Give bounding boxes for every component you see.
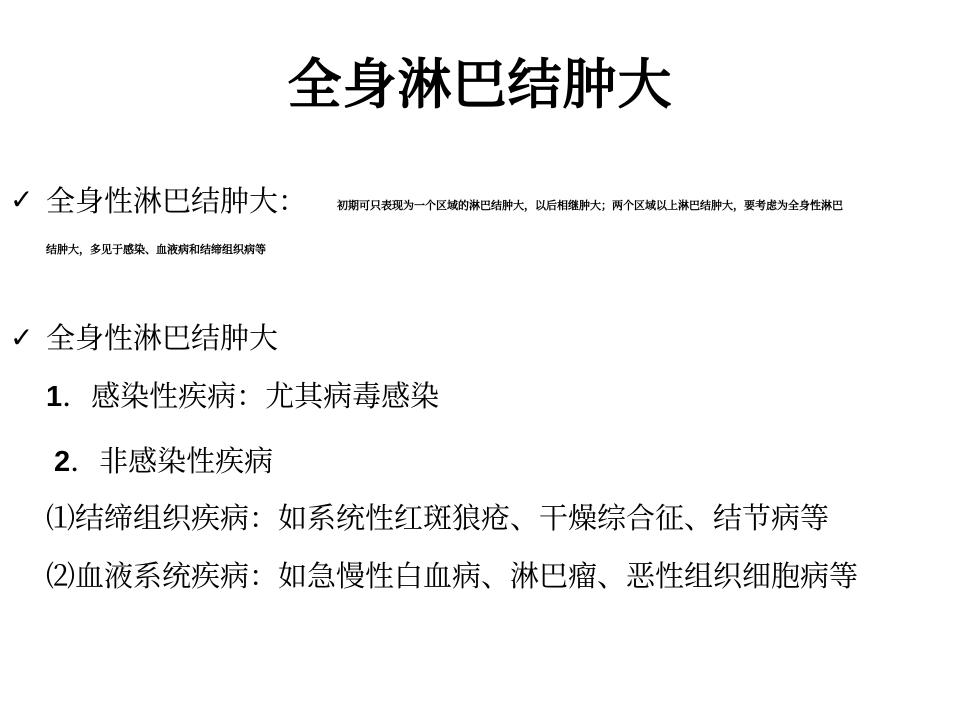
list-item-text: ．感染性疾病：尤其病毒感染 <box>62 379 440 413</box>
checkmark-icon: ✓ <box>10 183 34 216</box>
list-item-noninfectious <box>54 441 273 482</box>
slide-title: 全身淋巴结肿大 <box>287 53 673 116</box>
list-number: 1 <box>46 381 63 413</box>
sub-item-connective-tissue: ⑴结缔组织疾病：如系统性红斑狼疮、干燥综合征、结节病等 <box>46 501 830 535</box>
list-item-text: ．非感染性疾病 <box>70 444 274 478</box>
list-item-infectious <box>46 376 439 417</box>
section1-heading-row <box>46 181 307 221</box>
section2-heading: 全身性淋巴结肿大 <box>46 321 279 355</box>
section1-note-line1: 初期可只表现为一个区域的淋巴结肿大，以后相继肿大；两个区域以上淋巴结肿大，要考虑为全身性淋巴 <box>337 199 843 212</box>
sub-item-hematologic: ⑵血液系统疾病：如急慢性白血病、淋巴瘤、恶性组织细胞病等 <box>46 559 859 593</box>
section1-note-line2: 结肿大，多见于感染、血液病和结缔组织病等 <box>46 243 266 256</box>
section1-heading: 全身性淋巴结肿大： <box>46 184 308 218</box>
checkmark-icon: ✓ <box>10 321 34 354</box>
list-number: 2 <box>54 446 71 478</box>
